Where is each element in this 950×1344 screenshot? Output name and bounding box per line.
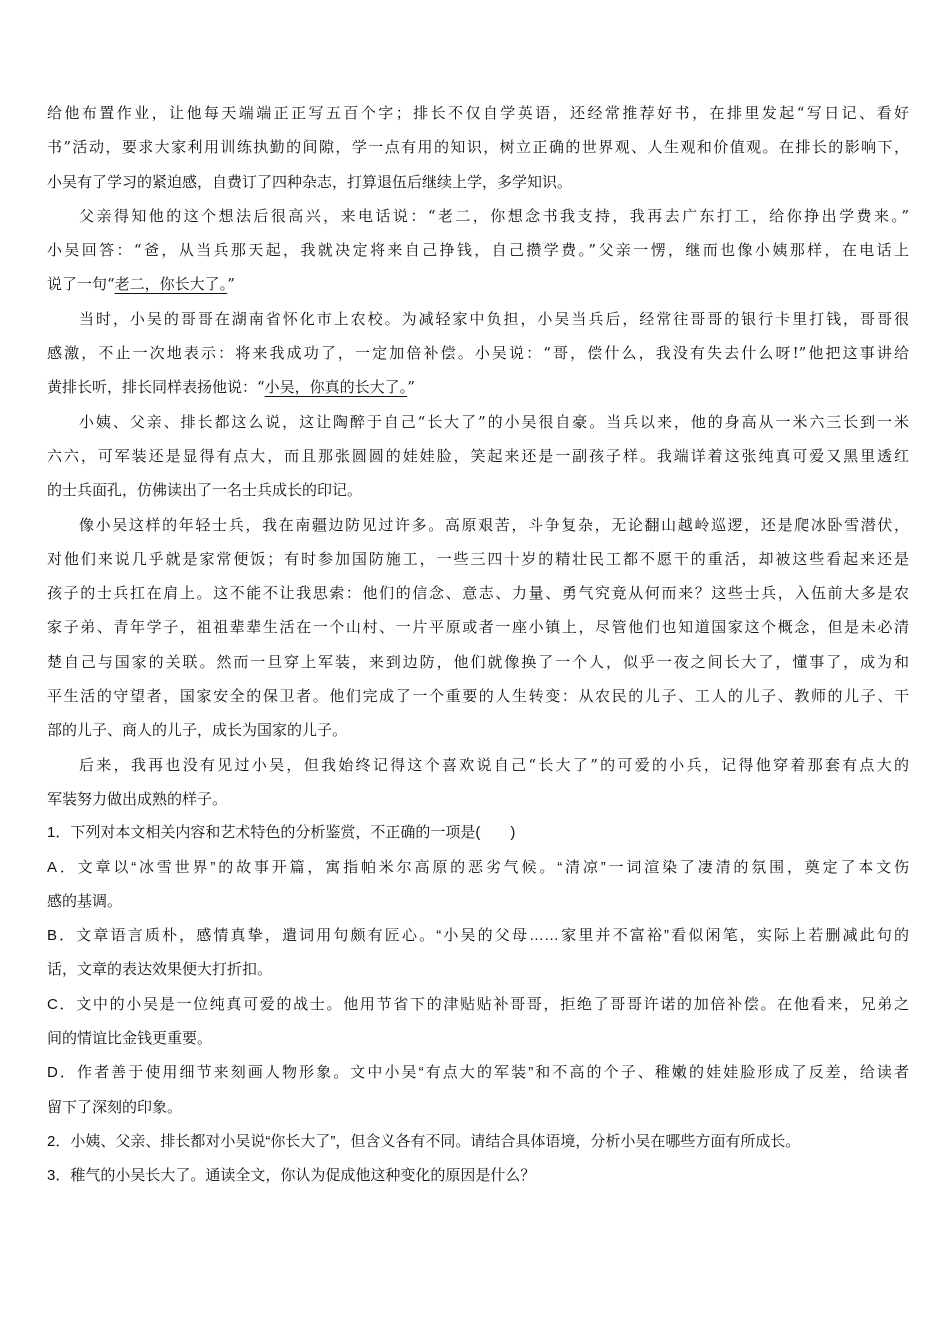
text-line: 小吴回答：“爸，从当兵那天起，我就决定将来自己挣钱，自己攒学费。”父亲一愣，继而也像小姨那样，在电话上 <box>47 241 909 260</box>
text-line: 孩子的士兵扛在肩上。这不能不让我思索：他们的信念、意志、力量、勇气究竟从何而来？这些士兵，入伍前大多是农 <box>47 584 909 603</box>
paragraph-1 <box>47 96 909 199</box>
option-b: B．文章语言质朴，感情真挚，遣词用句颇有匠心。“小吴的父母……家里并不富裕”看似闲笔，实际上若删减此句的 <box>47 927 909 945</box>
document-page <box>47 96 909 1194</box>
paragraph-5 <box>47 508 909 748</box>
text-line: 小吴有了学习的紧迫感，自费订了四种杂志，打算退伍后继续上学，多学知识。 <box>47 172 573 191</box>
paragraph-3 <box>47 302 909 405</box>
questions-section <box>47 816 909 1193</box>
text-line: 小姨、父亲、排长都这么说，这让陶醉于自己“长大了”的小吴很自豪。当兵以来，他的身高从一米六三长到一米 <box>79 412 909 431</box>
text-line: 部的儿子、商人的儿子，成长为国家的儿子。 <box>47 721 348 740</box>
text-line <box>47 267 909 301</box>
paragraph-2 <box>47 199 909 302</box>
underlined-quote: 老二，你长大了。 <box>114 275 228 294</box>
option-a: A．文章以“冰雪世界”的故事开篇，寓指帕米尔高原的恶劣气候。“清凉”一词渲染了凄清的氛围，奠定了本文伤 <box>47 858 909 876</box>
paragraph-6 <box>47 748 909 817</box>
text-line: 六六，可军装还是显得有点大，而且那张圆圆的娃娃脸，笑起来还是一副孩子样。我端详着这张纯真可爱又黑里透红 <box>47 446 909 465</box>
text-span: ” <box>407 378 415 397</box>
text-line: 感激，不止一次地表示：将来我成功了，一定加倍补偿。小吴说：“哥，偿什么，我没有失去什么呀!”他把这事讲给 <box>47 344 909 363</box>
option-c: C．文中的小吴是一位纯真可爱的战士。他用节省下的津贴贴补哥哥，拒绝了哥哥许诺的加倍补偿。在他看来，兄弟之 <box>47 995 909 1013</box>
option-d-cont: 留下了深刻的印象。 <box>47 1098 183 1116</box>
text-line: 平生活的守望者，国家安全的保卫者。他们完成了一个重要的人生转变：从农民的儿子、工人的儿子、教师的儿子、干 <box>47 687 909 706</box>
text-line: 的士兵面孔，仿佛读出了一名士兵成长的印记。 <box>47 481 363 500</box>
underlined-quote: 小吴，你真的长大了。 <box>264 378 408 397</box>
option-b-cont: 话，文章的表达效果便大打折扣。 <box>47 961 273 979</box>
question-2: 2．小姨、父亲、排长都对小吴说“你长大了”，但含义各有不同。请结合具体语境，分析小吴在哪些方面有所成长。 <box>47 1132 801 1150</box>
text-line: 家子弟、青年学子，祖祖辈辈生活在一个山村、一片平原或者一座小镇上，尽管他们也知道国家这个概念，但是未必清 <box>47 618 909 637</box>
text-line: 对他们来说几乎就是家常便饭；有时参加国防施工，一些三四十岁的精壮民工都不愿干的重活，却被这些看起来还是 <box>47 549 909 568</box>
text-line: 给他布置作业，让他每天端端正正写五百个字；排长不仅自学英语，还经常推荐好书，在排里发起“写日记、看好 <box>47 104 909 122</box>
text-line: 后来，我再也没有见过小吴，但我始终记得这个喜欢说自己“长大了”的可爱的小兵，记得他穿着那套有点大的 <box>79 755 909 774</box>
option-d: D．作者善于使用细节来刻画人物形象。文中小吴“有点大的军装”和不高的个子、稚嫩的娃娃脸形成了反差，给读者 <box>47 1064 909 1082</box>
text-line: 当时，小吴的哥哥在湖南省怀化市上农校。为减轻家中负担，小吴当兵后，经常往哥哥的银行卡里打钱，哥哥很 <box>79 309 909 328</box>
question-1: 1．下列对本文相关内容和艺术特色的分析鉴赏，不正确的一项是( ) <box>47 824 516 842</box>
question-3: 3．稚气的小吴长大了。通读全文，你认为促成他这种变化的原因是什么？ <box>47 1167 536 1185</box>
text-line: 父亲得知他的这个想法后很高兴，来电话说：“老二，你想念书我支持，我再去广东打工，给你挣出学费来。” <box>79 206 909 225</box>
text-line: 楚自己与国家的关联。然而一旦穿上军装，来到边防，他们就像换了一个人，似乎一夜之间长大了，懂事了，成为和 <box>47 652 909 671</box>
text-span: 黄排长听，排长同样表扬他说：“ <box>47 378 265 397</box>
option-a-cont: 感的基调。 <box>47 892 123 910</box>
text-line: 军装努力做出成熟的样子。 <box>47 789 228 808</box>
paragraph-4 <box>47 405 909 508</box>
text-line <box>47 370 909 404</box>
text-line: 书”活动，要求大家利用训练执勤的间隙，学一点有用的知识，树立正确的世界观、人生观和价值观。在排长的影响下， <box>47 138 909 157</box>
option-c-cont: 间的情谊比金钱更重要。 <box>47 1030 213 1048</box>
text-line: 像小吴这样的年轻士兵，我在南疆边防见过许多。高原艰苦，斗争复杂，无论翻山越岭巡逻，还是爬冰卧雪潜伏， <box>79 515 909 534</box>
text-span: 说了一句“ <box>47 275 115 294</box>
text-span: ” <box>227 275 235 294</box>
